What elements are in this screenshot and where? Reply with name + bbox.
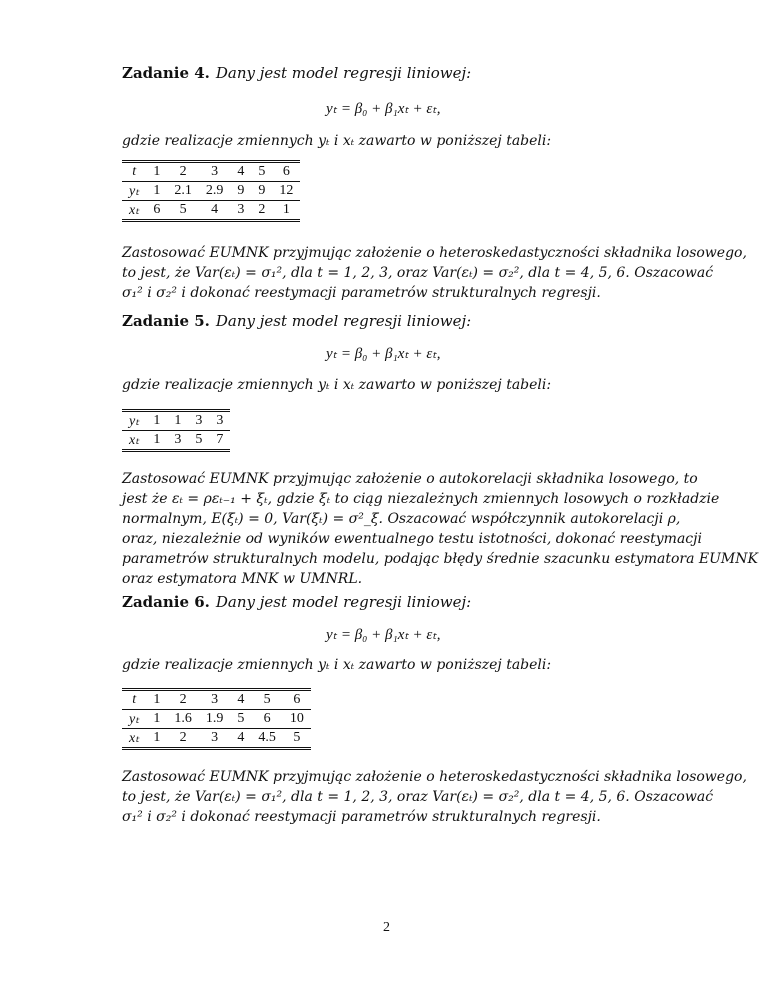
table-cell: 3 [216, 413, 224, 428]
table-cell: 1 [153, 692, 161, 707]
row-label: xₜ [122, 431, 146, 451]
table-cell: 5 [283, 729, 311, 749]
table-row [122, 431, 230, 451]
task-4-heading [122, 64, 471, 82]
table-cell: 4 [237, 164, 245, 179]
page-number: 2 [383, 920, 390, 935]
task-5-intro: gdzie realizacje zmiennych yₜ i xₜ zawarto w poniższej tabeli: [122, 377, 552, 393]
task-5-heading [122, 312, 471, 330]
task-4-title: Zadanie 4. [122, 64, 210, 82]
table-cell: 1.6 [167, 710, 199, 729]
task-6-heading [122, 593, 471, 611]
task-4-heading-text: Dany jest model regresji liniowej: [215, 64, 472, 82]
table-row [122, 411, 230, 431]
task-5-paragraph [122, 469, 758, 589]
table-cell: 5 [230, 710, 251, 729]
table-cell: 2 [251, 201, 272, 221]
table-row [122, 182, 300, 201]
paragraph-line: to jest, że Var(εₜ) = σ₁², dla t = 1, 2, 3, oraz Var(εₜ) = σ₂², dla t = 4, 5, 6. Oszacować [122, 789, 714, 805]
table-cell: 2.9 [199, 182, 231, 201]
table-cell: 1 [146, 710, 167, 729]
table-cell: 3 [195, 413, 203, 428]
task-6-intro: gdzie realizacje zmiennych yₜ i xₜ zawarto w poniższej tabeli: [122, 657, 552, 673]
table-cell: 6 [146, 201, 167, 221]
table-cell: 9 [251, 182, 272, 201]
paragraph-line: σ₁² i σ₂² i dokonać reestymacji parametrów strukturalnych regresji. [122, 809, 601, 825]
paragraph-line: jest że εₜ = ρεₜ₋₁ + ξₜ, gdzie ξₜ to ciąg niezależnych zmiennych losowych o rozkładzie [122, 491, 720, 507]
table-cell: 2 [179, 164, 187, 179]
table-cell: 2 [167, 729, 199, 749]
table-cell: 2.1 [167, 182, 199, 201]
table-cell: 1 [174, 413, 182, 428]
task-5-title: Zadanie 5. [122, 312, 210, 330]
task-4-formula: yₜ = β₀ + β₁xₜ + εₜ, [326, 101, 441, 117]
paragraph-line: to jest, że Var(εₜ) = σ₁², dla t = 1, 2, 3, oraz Var(εₜ) = σ₂², dla t = 4, 5, 6. Oszacować [122, 265, 714, 281]
table-cell: 6 [251, 710, 283, 729]
table-cell: 12 [272, 182, 300, 201]
table-cell: 1 [153, 413, 161, 428]
paragraph-line: normalnym, E(ξₜ) = 0, Var(ξₜ) = σ²_ξ. Oszacować współczynnik autokorelacji ρ, [122, 511, 681, 527]
paragraph-line: Zastosować EUMNK przyjmując założenie o heteroskedastyczności składnika losowego, [122, 769, 747, 785]
task-6-paragraph [122, 767, 747, 827]
table-cell: 6 [282, 164, 290, 179]
table-cell: 4 [199, 201, 231, 221]
table-cell: 4.5 [251, 729, 283, 749]
table-cell: 3 [230, 201, 251, 221]
table-cell: 1 [146, 182, 167, 201]
table-cell: 5 [188, 431, 209, 451]
table-cell: 3 [211, 692, 219, 707]
table-cell: 3 [167, 431, 188, 451]
table-cell: 5 [167, 201, 199, 221]
table-cell: 1 [146, 431, 167, 451]
task-6-table [122, 688, 311, 750]
table-cell: 7 [209, 431, 230, 451]
task-5-heading-text: Dany jest model regresji liniowej: [215, 312, 472, 330]
table-cell: 3 [199, 729, 231, 749]
table-row [122, 690, 311, 710]
paragraph-line: σ₁² i σ₂² i dokonać reestymacji parametrów strukturalnych regresji. [122, 285, 601, 301]
table-cell: 1.9 [199, 710, 231, 729]
table-cell: 4 [237, 692, 245, 707]
paragraph-line: Zastosować EUMNK przyjmując założenie o heteroskedastyczności składnika losowego, [122, 245, 747, 261]
table-row [122, 201, 300, 221]
row-label: yₜ [122, 710, 146, 729]
paragraph-line: oraz, niezależnie od wyników ewentualnego testu istotności, dokonać reestymacji [122, 531, 702, 547]
row-label: yₜ [122, 182, 146, 201]
table-cell: 1 [272, 201, 300, 221]
row-label: yₜ [129, 413, 140, 429]
table-row [122, 162, 300, 182]
table-cell: 9 [230, 182, 251, 201]
task-5-formula: yₜ = β₀ + β₁xₜ + εₜ, [326, 346, 441, 362]
paragraph-line: Zastosować EUMNK przyjmując założenie o autokorelacji składnika losowego, to [122, 471, 698, 487]
task-6-heading-text: Dany jest model regresji liniowej: [215, 593, 472, 611]
table-row [122, 710, 311, 729]
row-label: t [132, 692, 137, 707]
table-cell: 4 [230, 729, 251, 749]
task-5-table [122, 409, 230, 452]
table-cell: 2 [179, 692, 187, 707]
table-cell: 10 [283, 710, 311, 729]
table-cell: 1 [146, 729, 167, 749]
task-6-title: Zadanie 6. [122, 593, 210, 611]
paragraph-line: oraz estymatora MNK w UMNRL. [122, 571, 363, 587]
table-cell: 6 [293, 692, 301, 707]
task-4-intro: gdzie realizacje zmiennych yₜ i xₜ zawarto w poniższej tabeli: [122, 133, 552, 149]
table-cell: 5 [258, 164, 266, 179]
table-cell: 1 [153, 164, 161, 179]
table-cell: 3 [211, 164, 219, 179]
task-4-paragraph [122, 243, 747, 303]
row-label: xₜ [122, 201, 146, 221]
task-6-formula: yₜ = β₀ + β₁xₜ + εₜ, [326, 627, 441, 643]
table-cell: 5 [263, 692, 271, 707]
table-row [122, 729, 311, 749]
paragraph-line: parametrów strukturalnych modelu, podając błędy średnie szacunku estymatora EUMNK [122, 551, 758, 567]
row-label: xₜ [122, 729, 146, 749]
row-label: t [132, 164, 137, 179]
task-4-table [122, 160, 300, 222]
